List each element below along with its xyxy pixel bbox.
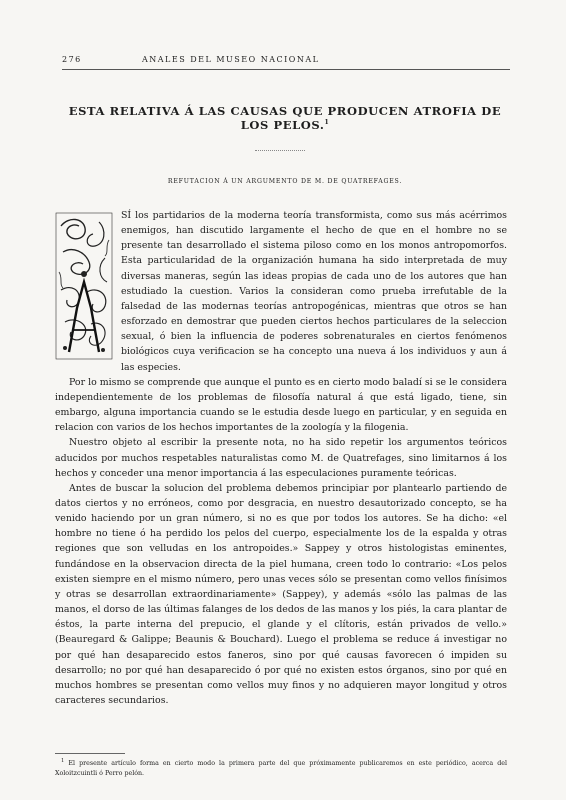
paragraph-1: SÍ los partidarios de la moderna teoría transformista, como sus más acérrimos enemigos, han discutido largamente el hecho de que en el hombre no se presente tan desarrollado el sistema piloso como en los monos antropomorfos. Esta particularidad de la organización humana ha sido interpretada de muy diversas maneras, según las ideas propias de cada uno de los autores que han estudiado la cuestion. Varios la consideran como prueba irrefutable de la falsedad de las modernas teorías antropogénicas, mientras que otros se han esforzado en demostrar que pueden ciertos hechos particulares de la seleccion sexual, ó bien la influencia de poderes sobrenaturales en ciertos fenómenos biológicos cuya verificacion se ha concepto una nueva á los individuos y aun á las especies. [121, 210, 507, 373]
article-body [55, 208, 507, 708]
title-separator [255, 150, 305, 151]
paragraph-3: Nuestro objeto al escribir la presente nota, no ha sido repetir los argumentos teóricos aducidos por muchos respetables naturalistas como M. de Quatrefages, sino limitarnos á los hechos y conceder una menor importancia á las especulaciones puramente teóricas. [55, 437, 507, 479]
paragraph-2: Por lo mismo se comprende que aunque el punto es en cierto modo baladí si se le considera independientemente de los problemas de filosofía natural á que está ligado, tiene, sin embargo, alguna importancia cuando se le estudia desde luego en particular, y en seguida en relacion con varios de los hechos importantes de la zoología y la filogenia. [55, 376, 507, 434]
footnote-marker: 1 [61, 758, 65, 764]
ornamental-dropcap-illustration [55, 212, 113, 360]
footnote-separator [55, 753, 125, 754]
footnote [55, 756, 507, 779]
journal-title: ANALES DEL MUSEO NACIONAL [142, 55, 320, 64]
article-title-text: ESTA RELATIVA Á LAS CAUSAS QUE PRODUCEN ATROFIA DE LOS PELOS. [68, 104, 502, 132]
article-subtitle: REFUTACION Á UN ARGUMENTO DE M. DE QUATREFAGES. [167, 178, 403, 185]
footnote-text: El presente artículo forma en cierto modo la primera parte del que próximamente publicaremos en este periódico, acerca del Xoloitzcuintli ó Perro pelón. [55, 760, 507, 778]
article-title [60, 104, 510, 132]
title-footnote-marker: 1 [324, 119, 330, 127]
page-number: 276 [62, 55, 82, 64]
running-header [62, 55, 510, 70]
paragraph-4: Antes de buscar la solucion del problema debemos principiar por plantearlo partiendo de datos ciertos y no erróneos, como por desgracia, en nuestro desautorizado concepto, se ha venido haciendo por un gran número, si no es que por todos los autores. Se ha dicho: «el hombre no tiene ó ha perdido los pelos del cuerpo, especialmente los de la espalda y otras regiones que son velludas en los antropoides.» Sappey y otros histologistas eminentes, fundándose en la observacion directa de la piel humana, creen todo lo contrario: «Los pelos existen siempre en el mismo número, pero unas veces sólo se presentan como vellos finísimos y otras se desarrollan extraordinariamente» (Sappey), y además «sólo las palmas de las manos, el dorso de las últimas falanges de los dedos de las manos y los piés, la cara plantar de éstos, la parte interna del prepucio, el glande y el clítoris, están privados de vello.» (Beauregard & Galippe; Beaunis & Bouchard). Luego el problema se reduce á investigar no por qué han desaparecido estos faneros, sino por qué causas favorecen ó impiden su desarrollo; no por qué han desaparecido ó por qué no existen estos órganos, sino por qué en muchos hombres se presentan como vellos muy finos y no adquieren mayor longitud y otros caracteres secundarios. [55, 482, 507, 706]
